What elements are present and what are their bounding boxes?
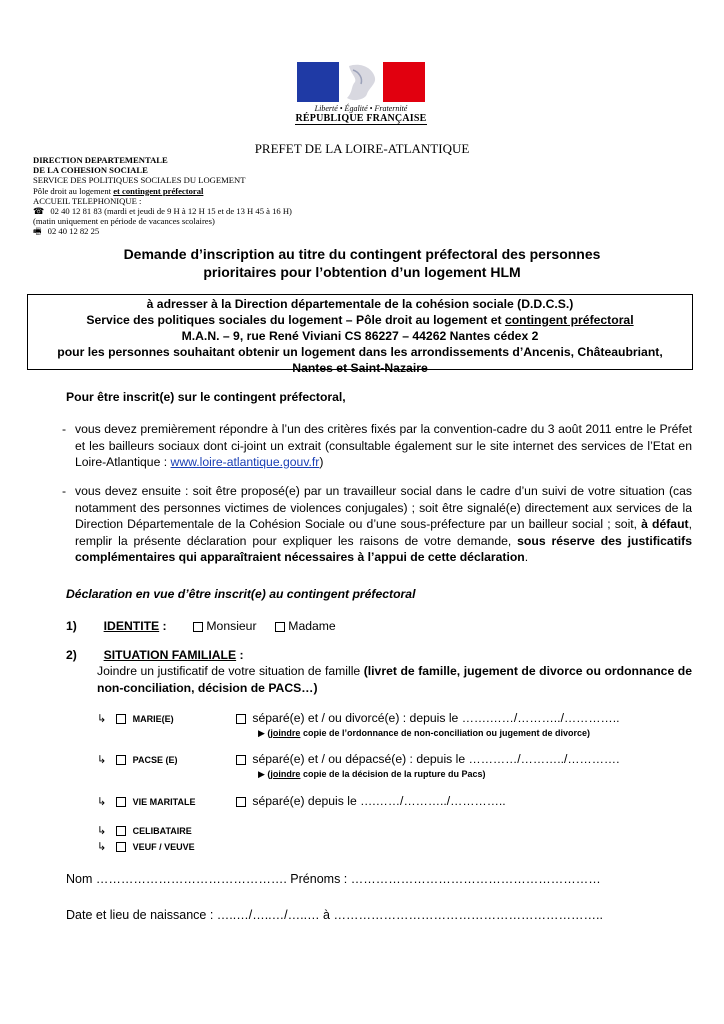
bullet-criteria: - vous devez premièrement répondre à l’un des critères fixés par la convention-cadre du 3 août 2011 entre le Préfet et les bailleurs sociaux dont ci-joint un extrait (consultable également sur le site internet des services de l’Etat en Loire-Atlantique : www.loire-atlantique.gouv.fr) [62,422,692,469]
vie-maritale-checkbox[interactable] [116,797,126,807]
return-arrow-icon: ↳ [97,796,107,808]
tricolor-flag-icon [297,62,425,102]
service-line: SERVICE DES POLITIQUES SOCIALES DU LOGEMENT [33,175,246,186]
nom-prenoms-field[interactable]: Nom ………………………………………. Prénoms : …………………………………………………… [66,872,601,886]
accueil-label: ACCUEIL TELEPHONIQUE : [33,195,142,206]
address-line-2: Service des politiques sociales du logement – Pôle droit au logement et contingent préfectoral [86,313,634,327]
vie-separe-row: séparé(e) depuis le ….……/………../………….. [236,794,506,808]
pacse-note: ▶ (joindre copie de la décision de la rupture du Pacs) [258,769,486,779]
section-situation-title: 2) SITUATION FAMILIALE : [66,648,244,662]
marie-row: ↳ MARIE(E) [97,713,174,725]
website-link[interactable]: www.loire-atlantique.gouv.fr [170,455,320,469]
return-arrow-icon: ↳ [97,841,107,853]
fax-line: 🖷 02 40 12 82 25 [33,226,100,237]
dept-line-1: DIRECTION DEPARTEMENTALE [33,155,168,165]
triangle-icon: ▶ [258,769,265,779]
prefet-title: PREFET DE LA LOIRE-ATLANTIQUE [254,141,470,156]
marie-separe-checkbox[interactable] [236,714,246,724]
madame-label: Madame [288,619,336,633]
section-identite: 1) IDENTITE : Monsieur Madame [66,619,336,633]
situation-instructions: Joindre un justificatif de votre situation de famille (livret de famille, jugement de divorce ou ordonnance de non-conciliation, décision de PACS…) [97,664,692,695]
pole-line: Pôle droit au logement et contingent préfectoral [33,185,204,196]
veuf-row: ↳ VEUF / VEUVE [97,841,195,853]
address-line-3: M.A.N. – 9, rue René Viviani CS 86227 – 44262 Nantes cédex 2 [181,329,539,343]
pacse-separe-row: séparé(e) et / ou dépacsé(e) : depuis le …………/………../…………. [236,752,620,766]
date-lieu-naissance-field[interactable]: Date et lieu de naissance : …..…/…..…/…..… à ……………………………………………………….. [66,908,603,922]
address-line-4: pour les personnes souhaitant obtenir un logement dans les arrondissements d’Ancenis, Châteaubriant, [57,345,663,359]
triangle-icon: ▶ [258,728,265,738]
address-line-1: à adresser à la Direction départementale de la cohésion sociale (D.D.C.S.) [146,297,574,311]
marie-note: ▶ (joindre copie de l’ordonnance de non-conciliation ou jugement de divorce) [258,728,590,738]
address-box [27,294,693,375]
intro-text: Pour être inscrit(e) sur le contingent préfectoral, [66,390,346,404]
return-arrow-icon: ↳ [97,754,107,766]
declaration-heading: Déclaration en vue d’être inscrit(e) au contingent préfectoral [66,587,416,601]
celibataire-checkbox[interactable] [116,826,126,836]
monsieur-label: Monsieur [206,619,257,633]
pacse-checkbox[interactable] [116,755,126,765]
return-arrow-icon: ↳ [97,825,107,837]
marianne-logo [295,62,427,125]
address-line-5: Nantes et Saint-Nazaire [292,361,428,375]
telephone-icon: ☎ [33,206,45,217]
marianne-profile-icon [339,62,383,102]
republic-motto: Liberté • Égalité • Fraternité [314,104,408,113]
document-title: Demande d’inscription au titre du contingent préfectoral des personnes prioritaires pour l’obtention d’un logement HLM [123,246,601,280]
return-arrow-icon: ↳ [97,713,107,725]
celibataire-row: ↳ CELIBATAIRE [97,825,192,837]
marie-checkbox[interactable] [116,714,126,724]
bullet-procedure: - vous devez ensuite : soit être proposé(e) par un travailleur social dans le cadre d’un suivi de votre situation (cas notamment des personnes victimes de violences conjugales) ; soit être signalé(e) directement aux services de la Direction Départementale de la Cohésion Sociale ou d’une sous-préfecture par un bailleur social ; soit, à défaut, remplir la présente déclaration pour expliquer les raisons de votre demande, sous réserve des justificatifs complémentaires qui apparaîtraient nécessaires à l’appui de cette déclaration. [62,484,692,564]
pacse-separe-checkbox[interactable] [236,755,246,765]
monsieur-checkbox[interactable] [193,622,203,632]
republique-francaise-label: RÉPUBLIQUE FRANÇAISE [295,113,427,124]
phone-line: ☎ 02 40 12 81 83 (mardi et jeudi de 9 H à 12 H 15 et de 13 H 45 à 16 H) [33,206,292,217]
vie-maritale-row: ↳ VIE MARITALE [97,796,196,808]
vie-separe-checkbox[interactable] [236,797,246,807]
pacse-row: ↳ PACSE (E) [97,754,178,766]
fax-icon: 🖷 [33,226,42,237]
marie-separe-row: séparé(e) et / ou divorcé(e) : depuis le …….……/………../………….. [236,711,619,725]
service-info [33,155,292,237]
dept-line-2: DE LA COHESION SOCIALE [33,165,148,176]
phone-note: (matin uniquement en période de vacances scolaires) [33,216,215,227]
veuf-checkbox[interactable] [116,842,126,852]
madame-checkbox[interactable] [275,622,285,632]
